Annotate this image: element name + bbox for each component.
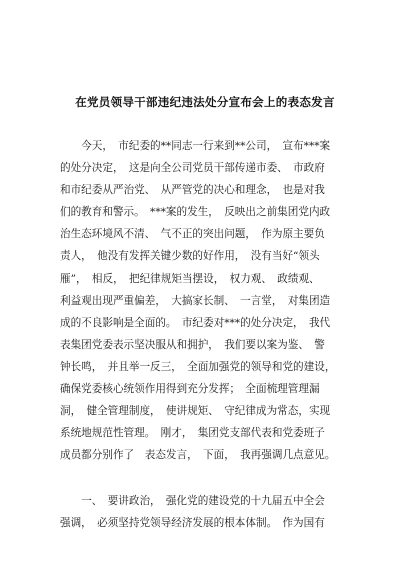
text-line: 一、 要讲政治， 强化党的建设党的十九届五中全会 bbox=[60, 495, 325, 507]
text-line: 们的教育和警示。 ***案的发生， 反映出之前集团党内政 bbox=[60, 206, 331, 219]
text-line: 责人， 他没有发挥关键少数的好作用， 没有当好“领头 bbox=[60, 250, 320, 263]
text-line: 成的不良影响是全面的。 市纪委对***的处分决定， 我代 bbox=[60, 316, 331, 329]
text-line: 强调， 必须坚持党领导经济发展的根本体制。 作为国有 bbox=[60, 517, 325, 530]
text-line: 雁”， 相反， 把纪律规矩当摆设， 权力观、 政绩观、 bbox=[60, 272, 320, 285]
text-line: 的处分决定， 这是向全公司党员干部传递市委、 市政府 bbox=[60, 162, 325, 175]
text-line: 表集团党委表示坚决服从和拥护， 我们要以案为鉴、 警 bbox=[60, 338, 325, 351]
text-line: 治生态环境风不清、 气不正的突出问题， 作为原主要负 bbox=[60, 228, 325, 241]
body-paragraph-1 bbox=[60, 135, 352, 466]
text-line: 成员都分别作了 表态发言， 下面， 我再强调几点意见。 bbox=[60, 449, 336, 462]
text-line: 钟长鸣， 并且举一反三， 全面加强党的领导和党的建设， bbox=[60, 360, 336, 373]
text-line: 今天， 市纪委的**同志一行来到**公司， 宣布***案 bbox=[60, 140, 331, 152]
document-title: 在党员领导干部违纪违法处分宣布会上的表态发言 bbox=[75, 95, 335, 109]
text-line: 系统地规范性管理。 刚才， 集团党支部代表和党委班子 bbox=[60, 427, 325, 440]
text-line: 确保党委核心统领作用得到充分发挥； 全面梳理管理漏 bbox=[60, 383, 320, 396]
text-line: 洞， 健全管理制度， 使讲规矩、 守纪律成为常态，实现 bbox=[60, 405, 331, 418]
body-paragraph-2 bbox=[60, 490, 352, 534]
text-line: 利益观出现严重偏差， 大搞家长制、 一言堂， 对集团造 bbox=[60, 294, 331, 307]
text-line: 和市纪委从严治党、 从严管党的决心和理念， 也是对我 bbox=[60, 184, 325, 197]
